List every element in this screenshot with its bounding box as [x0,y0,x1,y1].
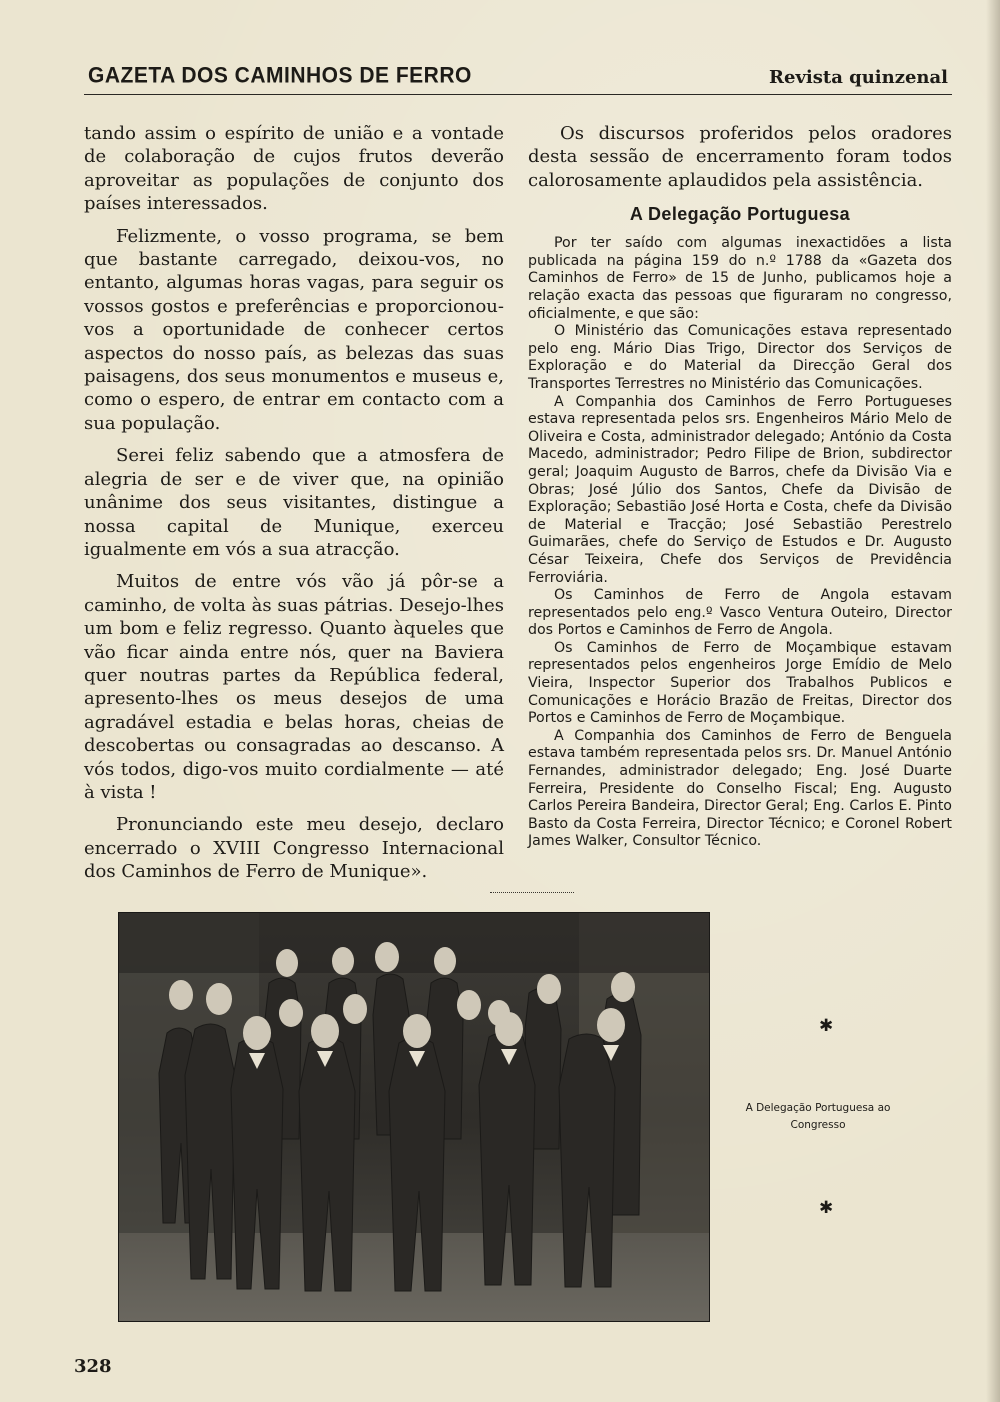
photo-caption-area [718,912,918,1320]
left-paragraph: Muitos de entre vós vão já pôr-se a caminho, de volta às suas pátrias. Desejo-lhes um bom e feliz regresso. Quanto àqueles que vão ficar ainda entre nós, quer na Baviera quer noutras partes da República federal, apresento-lhes os meus desejos de uma agradável estadia e belas horas, cheias de descobertas ou consagradas ao descanso. A vós todos, digo-vos muito cordialmente — até à vista ! [84,571,504,803]
publication-frequency: Revista quinzenal [769,67,948,88]
publication-title: GAZETA DOS CAMINHOS DE FERRO [88,63,472,88]
page-number: 328 [74,1356,112,1377]
closing-remarks-paragraph: Os discursos proferidos pelos oradores desta sessão de encerramento foram todos calorosamente aplaudidos pela assistência. [528,123,952,191]
left-paragraph: Serei feliz sabendo que a atmosfera de alegria de ser e de viver que, na opinião unânime dos seus visitantes, distingue a nossa capital de Munique, exerceu igualmente em vós a sua atracção. [84,445,504,560]
group-photo-illustration [119,913,709,1321]
caption-line: A Delegação Portuguesa ao [745,1102,891,1114]
running-header [88,56,948,88]
caption-line: Congresso [790,1119,846,1131]
delegation-paragraph: A Companhia dos Caminhos de Ferro de Benguela estava também representada pelos srs. Dr. Manuel António Fernandes, administrador delegado; Eng. José Duarte Ferreira, Presidente do Conselho Fiscal; Eng. Augusto Carlos Pereira Bandeira, Director Geral; Eng. Carlos E. Pinto Basto da Costa Ferreira, Director Técnico; e Coronel Robert James Walker, Consultor Técnico. [528,727,952,850]
page-edge-shadow [986,0,1000,1402]
left-paragraph: tando assim o espírito de união e a vontade de colaboração de cujos frutos deverão aproveitar as populações de conjunto dos países interessados. [84,123,504,215]
dotted-separator [490,892,574,893]
delegation-paragraph: O Ministério das Comunicações estava representado pelo eng. Mário Dias Trigo, Director dos Serviços de Exploração e do Material da Direcção Geral dos Transportes Terrestres no Ministério das Comunicações. [528,323,952,392]
left-paragraph: Felizmente, o vosso programa, se bem que bastante carregado, deixou-vos, no entanto, algumas horas vagas, para seguir os vossos gostos e preferências e proporcionou-vos a oportunidade de conhecer certos aspectos do nosso país, as belezas das suas paisagens, dos seus monumentos e museus e, como o espero, de entrar em contacto com a sua população. [84,225,504,434]
right-column [528,122,952,851]
delegation-paragraph: Os Caminhos de Ferro de Moçambique estavam representados pelos engenheiros Jorge Emídio de Melo Vieira, Inspector Superior dos Trabalhos Publicos e Comunicações e Horácio Brazão de Freitas, Director dos Portos e Caminhos de Ferro de Moçambique. [528,639,952,727]
left-paragraph: Pronunciando este meu desejo, declaro encerrado o XVIII Congresso Internacional dos Caminhos de Ferro de Munique». [84,814,504,883]
left-column [84,122,504,884]
delegation-paragraph: Por ter saído com algumas inexactidões a lista publicada na página 159 do n.º 1788 da «Gazeta dos Caminhos de Ferro» de 15 de Junho, publicamos hoje a relação exacta das pessoas que figuraram no congresso, oficialmente, e que são: [528,235,952,322]
ornament-asterisk: ✱ [819,1016,834,1036]
delegation-list [528,235,952,851]
delegation-paragraph: A Companhia dos Caminhos de Ferro Portugueses estava representada pelos srs. Engenheiros Mário Melo de Oliveira e Costa, administrador delegado; António da Costa Macedo, administrador; Pedro Filipe de Brion, subdirector geral; Joaquim Augusto de Barros, chefe da Divisão Via e Obras; José Júlio dos Santos, Chefe da Divisão de Exploração; Sebastião José Horta e Costa, chefe da Divisão de Material e Tracção; José Sebastião Perestrelo Guimarães, chefe do Serviço de Estudos e Dr. Augusto César Teixeira, Chefe dos Serviços de Previdência Ferroviária. [528,393,952,586]
delegation-paragraph: Os Caminhos de Ferro de Angola estavam representados pelo eng.º Vasco Ventura Outeiro, Director dos Portos e Caminhos de Ferro de Angola. [528,587,952,639]
photo-caption [718,1100,918,1134]
header-rule [84,94,952,95]
delegation-group-photo [118,912,710,1322]
section-heading: A Delegação Portuguesa [629,204,851,225]
ornament-asterisk: ✱ [819,1198,834,1218]
